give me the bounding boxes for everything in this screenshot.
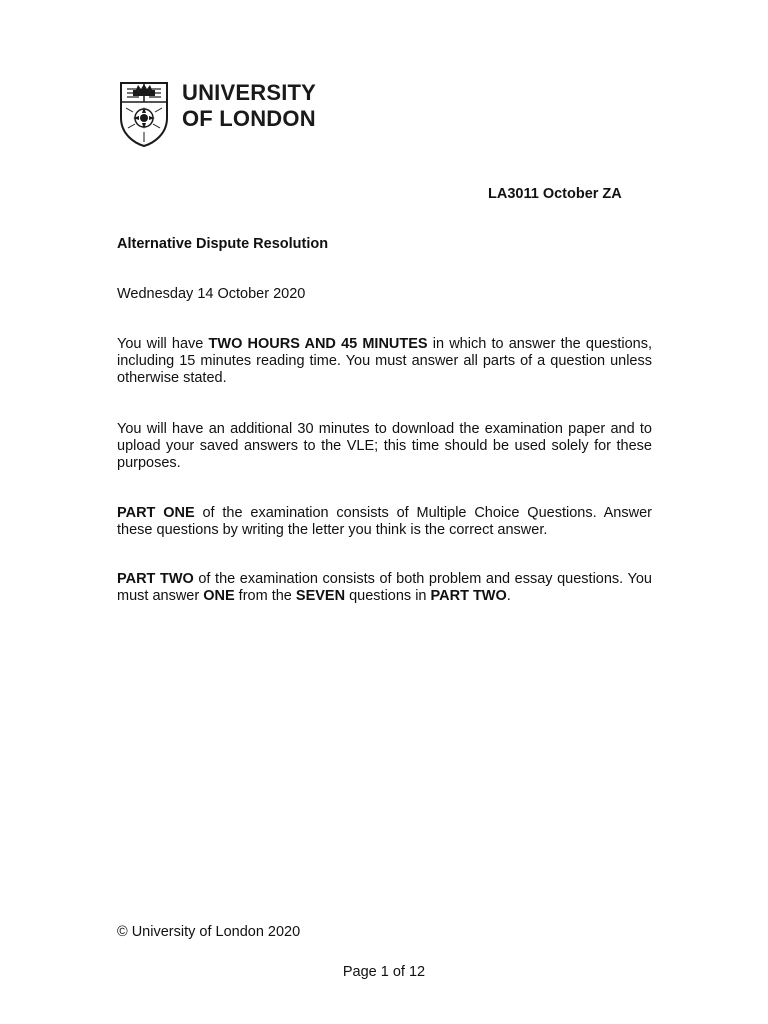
copyright-notice: © University of London 2020 [117, 924, 301, 940]
university-wordmark [182, 80, 316, 132]
wordmark-line-1: UNIVERSITY [182, 80, 317, 105]
instruction-duration [117, 336, 652, 387]
instruction-text: of the examination consists of Multiple Choice Questions. Answer these questions by writing the letter you think is the correct answer. [117, 505, 652, 538]
one-emphasis: ONE [203, 588, 235, 604]
exam-date: Wednesday 14 October 2020 [117, 286, 306, 302]
duration-emphasis: TWO HOURS AND 45 MINUTES [208, 336, 428, 352]
part-two-emphasis: PART TWO [117, 571, 194, 587]
university-logo [118, 80, 338, 150]
instruction-text: questions in [345, 588, 431, 604]
instruction-text: You will have [117, 336, 209, 352]
instruction-text: from the [234, 588, 296, 604]
instruction-text: in which to answer the questions, including 15 minutes reading time. You must answer all parts of a question unless otherwise stated. [117, 336, 653, 386]
page-number: Page 1 of 12 [342, 964, 426, 980]
instruction-upload-time: You will have an additional 30 minutes to download the examination paper and to upload your saved answers to the VLE; this time should be used solely for these purposes. [117, 421, 652, 471]
seven-emphasis: SEVEN [295, 588, 346, 604]
university-crest-icon [118, 80, 170, 148]
exam-subject: Alternative Dispute Resolution [117, 236, 329, 252]
part-one-emphasis: PART ONE [117, 505, 195, 521]
paper-reference: LA3011 October ZA [488, 186, 622, 202]
instruction-part-two [117, 571, 652, 605]
wordmark-line-2: OF LONDON [182, 106, 316, 131]
instruction-text: . [506, 588, 511, 604]
instruction-text: of the examination consists of both problem and essay questions. You must answer [117, 571, 652, 604]
instruction-part-one [117, 505, 652, 539]
part-two-emphasis: PART TWO [430, 588, 507, 604]
